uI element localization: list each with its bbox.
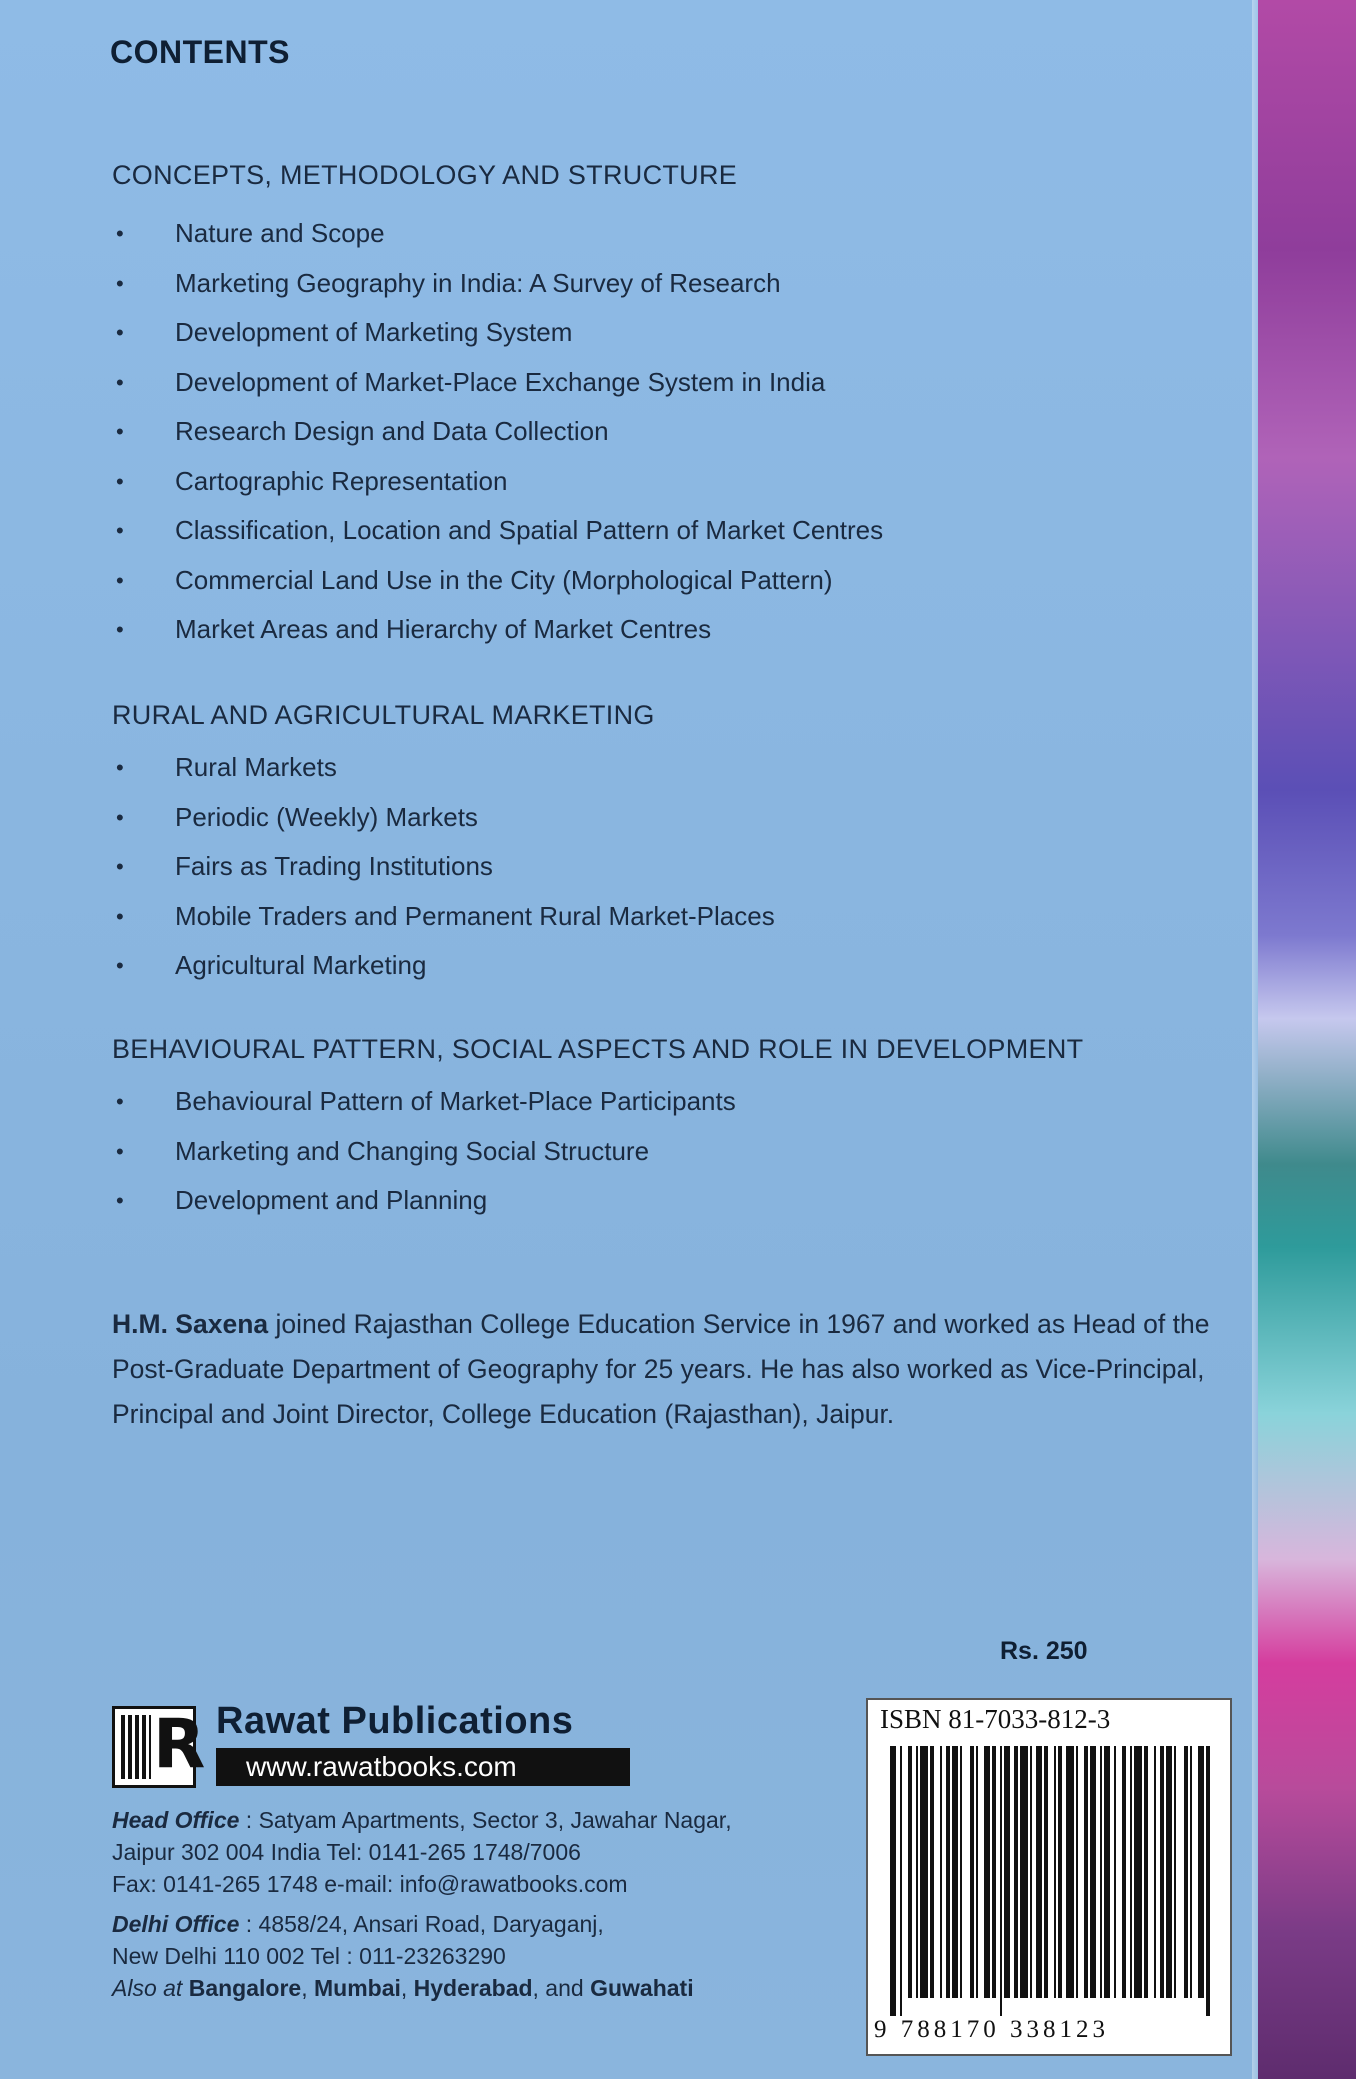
barcode-bar [1166,1746,1172,1998]
toc-item-text: Mobile Traders and Permanent Rural Market-Places [175,900,775,931]
barcode-bar [1130,1746,1132,1998]
barcode-bar [1014,1746,1018,1998]
toc-item [112,842,775,892]
toc-item-text: Market Areas and Hierarchy of Market Centres [175,614,712,644]
barcode-bar [1090,1746,1096,1998]
barcode-bar [930,1746,934,1998]
toc-item-text: Rural Markets [175,752,337,782]
cover-spine-gradient [1258,0,1356,2079]
toc-item [112,605,883,655]
barcode-bar [1190,1746,1192,1998]
toc-item [112,506,883,556]
barcode-bar [1114,1746,1116,1998]
section-1-title: CONCEPTS, METHODOLOGY AND STRUCTURE [112,160,738,190]
barcode-bar [1104,1746,1110,1998]
city: Guwahati [590,1975,694,2001]
also-at-line [112,1972,832,2004]
section-3-list [112,1077,736,1226]
head-office-line-2: Jaipur 302 004 India Tel: 0141-265 1748/7006 [112,1839,581,1865]
delhi-office-line-1 [112,1908,832,1940]
head-office-line-3: Fax: 0141-265 1748 e-mail: info@rawatbooks.com [112,1871,628,1897]
publisher-logo-icon [112,1705,206,1788]
toc-item [112,1077,736,1127]
delhi-office-label: Delhi Office [112,1911,240,1937]
barcode-bar [900,1746,902,2016]
city: Bangalore [188,1975,302,2001]
section-2-title: RURAL AND AGRICULTURAL MARKETING [112,700,655,730]
barcode-bar [970,1746,974,1998]
toc-item-text: Agricultural Marketing [175,950,427,980]
toc-item-text: Classification, Location and Spatial Pattern of Market Centres [175,515,884,545]
bullet: • [116,854,124,879]
bullet: • [116,221,124,246]
toc-item-text: Development of Marketing System [175,317,573,347]
barcode-number: 9 788170 338123 [874,2016,1109,2043]
head-office-address: : Satyam Apartments, Sector 3, Jawahar Nagar, [239,1807,732,1833]
bullet: • [116,804,124,830]
barcode-bar [1160,1746,1164,1998]
toc-item-text: Nature and Scope [175,218,385,248]
barcode-bar [890,1746,896,2016]
isbn-number: ISBN 81-7033-812-3 [880,1704,1111,1734]
toc-item [112,1176,736,1226]
barcode-bars [890,1746,1212,2016]
barcode-bar [1206,1746,1210,2016]
bullet: • [116,617,124,642]
author-name: H.M. Saxena [112,1309,269,1339]
author-bio-text: joined Rajasthan College Education Service in 1967 and worked as Head of the Post-Graduate Department of Geography for 25 years. He has also worked as Vice-Principal, Principal and Joint Director, College Education (Rajasthan), Jaipur. [112,1309,1210,1429]
bullet: • [116,419,124,444]
barcode-bar [976,1746,978,1998]
toc-item [112,358,883,408]
barcode-bar [1000,1746,1002,2016]
city-separator: , and [532,1975,591,2001]
logo-letter: R [153,1705,206,1784]
toc-item-text: Development and Planning [175,1185,488,1215]
bullet: • [116,270,124,296]
barcode-bar [960,1746,962,1998]
toc-item [112,556,883,606]
toc-item-text: Development of Market-Place Exchange System in India [175,366,826,397]
price-label: Rs. 250 [1000,1637,1088,1665]
toc-item [112,457,883,507]
publisher-name: Rawat Publications [216,1700,574,1742]
section-1-list [112,209,883,655]
barcode-bar [1100,1746,1102,1998]
head-office-label: Head Office [112,1807,240,1833]
barcode-bar [1174,1746,1176,1998]
barcode-bar [1058,1746,1062,1998]
barcode-bar [1044,1746,1048,1998]
bullet: • [116,518,124,543]
toc-item-text: Periodic (Weekly) Markets [175,801,478,832]
bullet: • [116,567,124,593]
bullet: • [116,320,124,345]
bullet: • [116,755,124,780]
toc-item [112,209,883,259]
section-3-title: BEHAVIOURAL PATTERN, SOCIAL ASPECTS AND ROLE IN DEVELOPMENT [112,1034,1084,1064]
toc-item [112,892,775,942]
toc-item [112,1127,736,1177]
toc-item [112,941,775,991]
bullet: • [116,1188,124,1213]
barcode-bar [984,1746,990,1998]
publisher-url: www.rawatbooks.com [216,1748,630,1786]
barcode-bar [1154,1746,1156,1998]
barcode-bar [1076,1746,1078,1998]
barcode-bar [992,1746,996,1998]
barcode-bar [1134,1746,1142,1998]
toc-item-text: Commercial Land Use in the City (Morphological Pattern) [175,564,833,595]
publisher-block [112,1700,632,1788]
toc-item-text: Marketing and Changing Social Structure [175,1135,650,1166]
delhi-office-address: : 4858/24, Ansari Road, Daryaganj, [239,1911,604,1937]
city: Hyderabad [413,1975,533,2001]
toc-item [112,259,883,309]
address-spacer [112,1900,832,1908]
barcode-bar [908,1746,912,1998]
city-separator: , [301,1975,314,2001]
also-at-label: Also at [112,1975,183,2001]
toc-item-text: Marketing Geography in India: A Survey of Research [175,267,781,298]
barcode-bar [1066,1746,1074,1998]
toc-item-text: Behavioural Pattern of Market-Place Participants [175,1086,736,1116]
toc-item [112,743,775,793]
publisher-address [112,1804,832,2004]
section-2-list [112,743,775,991]
contents-heading: CONTENTS [110,34,290,70]
barcode-bar [952,1746,958,1998]
bullet: • [116,1138,124,1164]
logo-bars [121,1715,151,1779]
isbn-barcode [866,1698,1232,2056]
barcode-bar [916,1746,918,1998]
barcode-bar [1004,1746,1010,1998]
barcode-bar [1122,1746,1126,1998]
city-separator: , [400,1975,414,2001]
toc-item-text: Research Design and Data Collection [175,416,609,446]
toc-item-text: Fairs as Trading Institutions [175,851,493,881]
toc-item [112,308,883,358]
bullet: • [116,468,124,494]
barcode-bar [1030,1746,1032,1998]
bullet: • [116,953,124,978]
barcode-bar [1198,1746,1204,1998]
barcode-bar [920,1746,928,1998]
bullet: • [116,1089,124,1114]
head-office-line-1 [112,1804,832,1836]
toc-item-text: Cartographic Representation [175,465,508,496]
bullet: • [116,903,124,929]
author-bio [112,1302,1262,1437]
barcode-bar [1036,1746,1042,1998]
city: Mumbai [313,1975,401,2001]
bullet: • [116,369,124,395]
barcode-bar [1184,1746,1188,1998]
barcode-bar [1144,1746,1148,1998]
delhi-office-line-2: New Delhi 110 002 Tel : 011-23263290 [112,1943,506,1969]
barcode-bar [1020,1746,1028,1998]
toc-item [112,407,883,457]
toc-item [112,793,775,843]
barcode-bar [1054,1746,1056,1998]
barcode-bar [940,1746,942,1998]
barcode-bar [1084,1746,1088,1998]
barcode-bar [946,1746,950,1998]
